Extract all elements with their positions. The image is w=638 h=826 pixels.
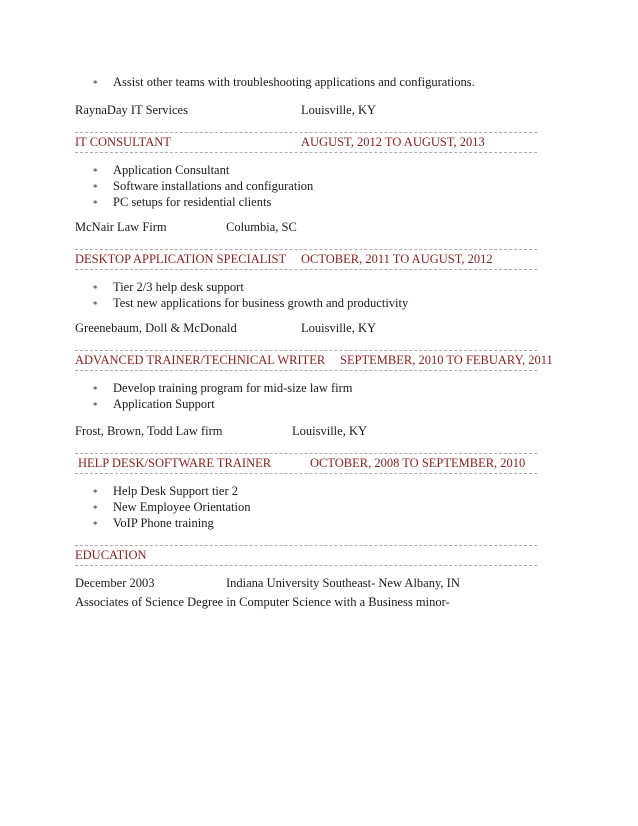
job-dates: AUGUST, 2012 TO AUGUST, 2013 xyxy=(301,135,485,149)
degree: Associates of Science Degree in Computer Science with a Business minor- xyxy=(75,595,450,609)
school-name: Indiana University Southeast- New Albany, IN xyxy=(226,576,460,590)
job-title-bar xyxy=(75,249,537,270)
job-title-bar xyxy=(75,453,537,474)
list-item: ∗ New Employee Orientation xyxy=(92,500,251,514)
company-name: Frost, Brown, Todd Law firm xyxy=(75,424,223,438)
job-title: IT CONSULTANT xyxy=(75,135,171,149)
education-bar xyxy=(75,545,537,566)
list-item: ∗ Tier 2/3 help desk support xyxy=(92,280,244,294)
list-item: ∗ VoIP Phone training xyxy=(92,516,214,530)
list-item: ∗ Test new applications for business growth and productivity xyxy=(92,296,409,310)
bullet-icon: ∗ xyxy=(92,399,99,409)
company-location: Louisville, KY xyxy=(301,103,376,117)
list-item: ∗ Develop training program for mid-size law firm xyxy=(92,381,353,395)
company-location: Columbia, SC xyxy=(226,220,297,234)
duties-list xyxy=(92,380,353,412)
duties-list xyxy=(92,483,250,531)
list-item: ∗ Application Support xyxy=(92,397,215,411)
company-location: Louisville, KY xyxy=(292,424,367,438)
list-item: ∗ Software installations and configuration xyxy=(92,179,314,193)
duties-list xyxy=(92,279,408,311)
company-name: Greenebaum, Doll & McDonald xyxy=(75,321,237,335)
company-name: RaynaDay IT Services xyxy=(75,103,188,117)
bullet-icon: ∗ xyxy=(92,77,99,87)
bullet-icon: ∗ xyxy=(92,197,99,207)
job-title: HELP DESK/SOFTWARE TRAINER xyxy=(78,456,272,470)
bullet-icon: ∗ xyxy=(92,298,99,308)
job-dates: OCTOBER, 2008 TO SEPTEMBER, 2010 xyxy=(310,456,526,470)
bullet-icon: ∗ xyxy=(92,181,99,191)
company-location: Louisville, KY xyxy=(301,321,376,335)
job-title: ADVANCED TRAINER/TECHNICAL WRITER xyxy=(75,353,326,367)
bullet-icon: ∗ xyxy=(92,502,99,512)
duties-list xyxy=(92,162,313,210)
job-title: DESKTOP APPLICATION SPECIALIST xyxy=(75,252,287,266)
list-item: ∗ Help Desk Support tier 2 xyxy=(92,484,238,498)
bullet-icon: ∗ xyxy=(92,282,99,292)
job-title-bar xyxy=(75,132,537,153)
job-dates: SEPTEMBER, 2010 TO FEBUARY, 2011 xyxy=(340,353,553,367)
job-dates: OCTOBER, 2011 TO AUGUST, 2012 xyxy=(301,252,493,266)
company-name: McNair Law Firm xyxy=(75,220,167,234)
bullet-icon: ∗ xyxy=(92,486,99,496)
bullet-icon: ∗ xyxy=(92,165,99,175)
list-item: ∗ Assist other teams with troubleshooting applications and configurations. xyxy=(92,75,475,89)
list-item: ∗ Application Consultant xyxy=(92,163,230,177)
section-heading: EDUCATION xyxy=(75,548,147,562)
list-item: ∗ PC setups for residential clients xyxy=(92,195,272,209)
bullet-icon: ∗ xyxy=(92,383,99,393)
job-title-bar xyxy=(75,350,553,371)
education-date: December 2003 xyxy=(75,576,155,590)
top-bullet-list xyxy=(92,74,475,90)
bullet-icon: ∗ xyxy=(92,518,99,528)
